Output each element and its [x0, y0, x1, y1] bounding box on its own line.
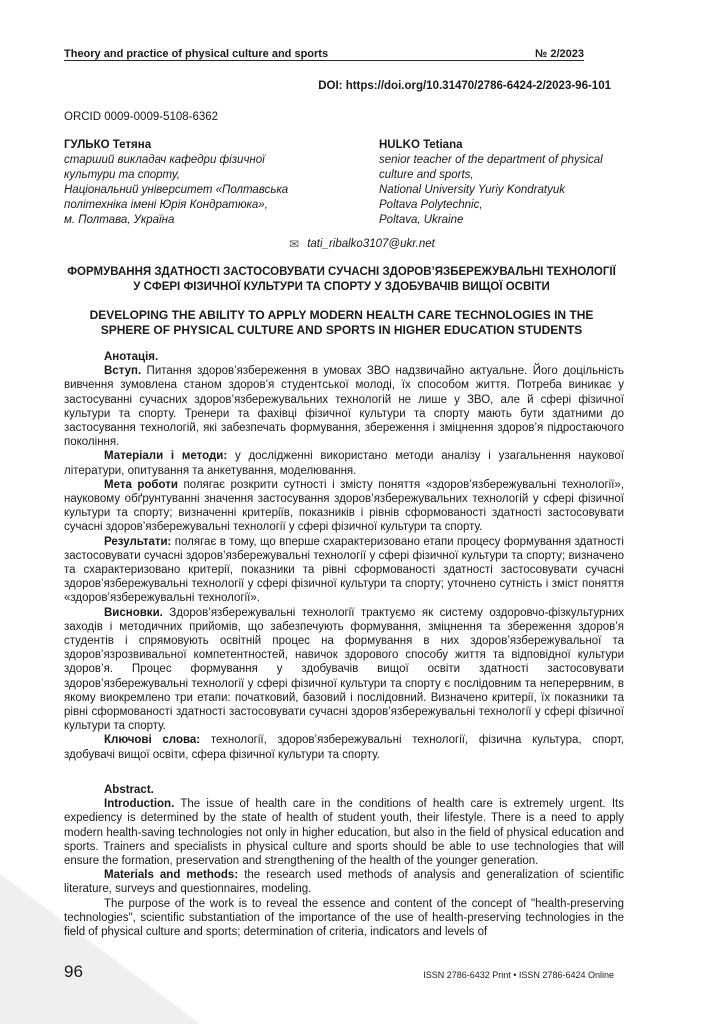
envelope-icon: ✉: [289, 237, 300, 251]
article-title-uk: ФОРМУВАННЯ ЗДАТНОСТІ ЗАСТОСОВУВАТИ СУЧАСНІ ЗДОРОВ’ЯЗБЕРЕЖУВАЛЬНІ ТЕХНОЛОГІЇ У СФЕРІ ФІЗИЧНОЇ КУЛЬТУРИ ТА СПОРТУ У ЗДОБУВАЧІВ ВИЩОЇ ОСВІТИ: [67, 266, 616, 293]
page-number: 96: [64, 962, 83, 981]
journal-title: Theory and practice of physical culture and sports: [64, 48, 329, 60]
abstract-uk: [64, 350, 624, 762]
running-header: [64, 44, 584, 60]
keywords-paragraph: Ключові слова: технології, здоров’язбережувальні технології, фізична культура, спорт, здобувачі вищої освіти, сфера фізичної культури та спорту.: [64, 734, 624, 761]
doi-link[interactable]: DOI: https://doi.org/10.31470/2786-6424-2/2023-96-101: [318, 80, 611, 92]
abstract-paragraph: Матеріали і методи: у дослідженні використано методи аналізу і узагальнення наукової літератури, опитування та анкетування, моделювання.: [64, 450, 624, 477]
abstract-heading-en: Abstract.: [104, 784, 154, 796]
email-link[interactable]: tati_ribalko3107@ukr.net: [307, 238, 435, 250]
author-affiliation-uk: старший викладач кафедри фізичної культури та спорту, Національний університет «Полтавська політехніка імені Юрія Кондратюка», м. Полтава, Україна: [64, 154, 289, 226]
abstract-heading-uk: Анотація.: [104, 351, 159, 363]
abstract-paragraph: Materials and methods: the research used methods of analysis and generalization of scientific literature, surveys and questionnaires, modeling.: [64, 869, 625, 896]
abstract-paragraph: Висновки. Здоров’язбережувальні технології трактуємо як систему оздоровчо-фізкультурних заходів і методичних прийомів, що забезпечують формування, зміцнення та збереження здоров’я студентів і спрямовують освітній процес на формування в них здоров’язбережувальної та здоров’язрозвивальної компетентностей, навичок здорового способу життя та відповідної культури здоров’я. Процес формування у здобувачів вищої освіти здатності застосовувати здоров’язбережувальні технології у сфері фізичної культури та спорту є послідовним та неперервним, в якому виокремлено три етапи: початковий, базовий і послідовний. Визначено критерії, їх показники та рівні сформованості здатності застосовувати сучасні здоров’язбережувальні технології у сфері фізичної культури та спорту.: [64, 606, 624, 733]
issue-number: № 2/2023: [535, 48, 584, 60]
orcid-id: ORCID 0009-0009-5108-6362: [64, 111, 219, 123]
abstract-paragraph: Introduction. The issue of health care in the conditions of health care is extremely urgent. Its expediency is determined by the state of health of student youth, their lifestyle. There is a need to apply modern health-saving technologies not only in higher education, but also in the field of physical education and sports. Trainers and specialists in physical culture and sports should be able to use technologies that will ensure the formation, preservation and strengthening of the health of the younger generation.: [64, 798, 624, 868]
author-email: [0, 237, 724, 251]
abstract-paragraph: Результати: полягає в тому, що вперше схарактеризовано етапи процесу формування здатності застосовувати сучасні здоров’язбережувальні технології у сфері фізичної культури та спорту; визначено та схарактеризовано критерії, показники та рівні сформованості здатності застосовувати сучасні здоров’язбережувальні технології у сфері фізичної культури та спорту; уточнено сутність і зміст поняття «здоров’язбережувальні технології».: [64, 535, 624, 605]
author-name-uk: ГУЛЬКО Тетяна: [64, 139, 152, 151]
issn-footer: ISSN 2786-6432 Print • ISSN 2786-6424 Online: [423, 970, 614, 980]
author-block-uk: [64, 138, 324, 228]
author-name-en: HULKO Tetiana: [379, 139, 463, 151]
abstract-paragraph: The purpose of the work is to reveal the essence and content of the concept of "health-preserving technologies", scientific substantiation of the importance of the use of health-preserving technologies in the field of physical culture and sports; determination of criteria, indicators and levels of: [64, 897, 624, 939]
author-affiliation-en: senior teacher of the department of physical culture and sports, National University Yuriy Kondratyuk Poltava Polytechnic, Poltava, Ukraine: [379, 154, 603, 226]
abstract-paragraph: Мета роботи полягає розкрити сутності і змісту поняття «здоров’язбережувальні технології», науковому обґрунтуванні значення застосування здоров’язбережувальних технологій у сфері фізичної культури та спорту; визначенні критеріїв, показників і рівнів сформованості здатності застосовувати сучасні здоров’язбережувальні технології у сфері фізичної культури та спорту.: [64, 478, 625, 534]
author-block-en: [379, 138, 639, 228]
article-title-en: DEVELOPING THE ABILITY TO APPLY MODERN HEALTH CARE TECHNOLOGIES IN THE SPHERE OF PHYSICAL CULTURE AND SPORTS IN HIGHER EDUCATION STUDENTS: [89, 308, 594, 337]
abstract-paragraph: Вступ. Питання здоров’язбереження в умовах ЗВО надзвичайно актуальне. Його доцільність вивчення зумовлена станом здоров’я студентської молоді, їх способом життя. Потреба виникає у застосуванні сучасних здоров’язбережувальних технологій не лише у ЗВО, але й сфері фізичної культури та спорту. Тренери та фахівці фізичної культури та спорту мають бути здатними до застосування технологій, які забезпечать формування, збереження і зміцнення здоров’я підростаючого покоління.: [64, 365, 624, 449]
header-rule: [64, 60, 584, 61]
abstract-en: [64, 783, 624, 939]
